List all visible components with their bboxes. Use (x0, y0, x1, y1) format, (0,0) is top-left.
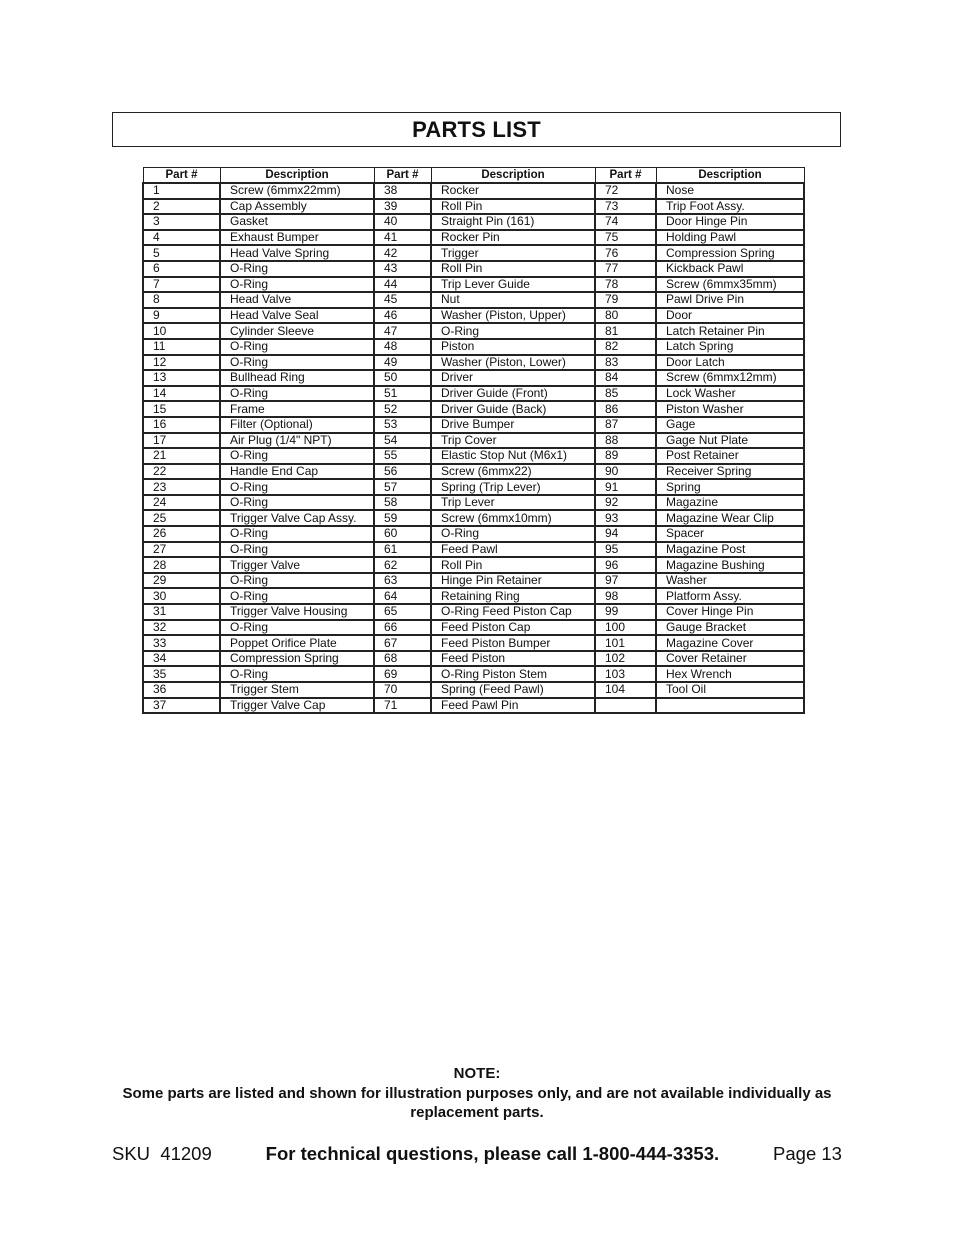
description-cell: Trip Foot Assy. (656, 199, 804, 215)
table-row (143, 214, 804, 230)
description-cell: Head Valve Spring (220, 245, 374, 261)
description-cell: Trigger Valve Cap Assy. (220, 510, 374, 526)
part-number-cell: 83 (595, 355, 656, 371)
description-cell: Trigger Stem (220, 682, 374, 698)
part-number-cell: 30 (143, 588, 220, 604)
description-cell: Roll Pin (431, 557, 595, 573)
description-cell: Spring (656, 479, 804, 495)
description-cell: O-Ring (220, 261, 374, 277)
description-cell: Hex Wrench (656, 666, 804, 682)
part-number-cell: 104 (595, 682, 656, 698)
part-number-cell: 71 (374, 698, 431, 714)
description-cell: Gage (656, 417, 804, 433)
column-header-part-number: Part # (595, 168, 656, 184)
description-cell: Driver Guide (Back) (431, 401, 595, 417)
part-number-cell: 76 (595, 245, 656, 261)
table-row (143, 245, 804, 261)
note-block (100, 1064, 854, 1123)
table-row (143, 292, 804, 308)
table-row (143, 620, 804, 636)
part-number-cell: 72 (595, 183, 656, 199)
description-cell: O-Ring (220, 526, 374, 542)
description-cell: Trigger (431, 245, 595, 261)
table-row (143, 479, 804, 495)
description-cell: Feed Pawl Pin (431, 698, 595, 714)
table-row (143, 230, 804, 246)
description-cell: Spacer (656, 526, 804, 542)
description-cell: Washer (Piston, Lower) (431, 355, 595, 371)
description-cell: O-Ring (220, 339, 374, 355)
part-number-cell: 38 (374, 183, 431, 199)
part-number-cell: 69 (374, 666, 431, 682)
part-number-cell: 32 (143, 620, 220, 636)
part-number-cell: 55 (374, 448, 431, 464)
table-row (143, 573, 804, 589)
description-cell: Kickback Pawl (656, 261, 804, 277)
description-cell: Gage Nut Plate (656, 433, 804, 449)
column-header-description: Description (656, 168, 804, 184)
part-number-cell: 12 (143, 355, 220, 371)
description-cell: Magazine (656, 495, 804, 511)
part-number-cell: 96 (595, 557, 656, 573)
description-cell: Poppet Orifice Plate (220, 635, 374, 651)
description-cell: Piston (431, 339, 595, 355)
part-number-cell: 67 (374, 635, 431, 651)
description-cell: Trip Lever (431, 495, 595, 511)
description-cell: Spring (Feed Pawl) (431, 682, 595, 698)
sku-label: SKU 41209 (112, 1143, 212, 1164)
description-cell: Driver Guide (Front) (431, 386, 595, 402)
part-number-cell: 53 (374, 417, 431, 433)
table-row (143, 682, 804, 698)
table-row (143, 651, 804, 667)
description-cell: Driver (431, 370, 595, 386)
part-number-cell: 103 (595, 666, 656, 682)
part-number-cell: 2 (143, 199, 220, 215)
table-row (143, 417, 804, 433)
description-cell: Cover Retainer (656, 651, 804, 667)
part-number-cell: 60 (374, 526, 431, 542)
part-number-cell: 90 (595, 464, 656, 480)
table-row (143, 464, 804, 480)
description-cell: Holding Pawl (656, 230, 804, 246)
page-number: Page 13 (773, 1143, 842, 1164)
part-number-cell: 37 (143, 698, 220, 714)
part-number-cell: 33 (143, 635, 220, 651)
description-cell: Frame (220, 401, 374, 417)
description-cell: Feed Piston Bumper (431, 635, 595, 651)
table-row (143, 542, 804, 558)
description-cell: Feed Pawl (431, 542, 595, 558)
part-number-cell: 40 (374, 214, 431, 230)
description-cell: O-Ring (220, 386, 374, 402)
part-number-cell: 82 (595, 339, 656, 355)
table-row (143, 261, 804, 277)
part-number-cell: 28 (143, 557, 220, 573)
description-cell: Piston Washer (656, 401, 804, 417)
part-number-cell: 73 (595, 199, 656, 215)
description-cell: Cap Assembly (220, 199, 374, 215)
description-cell: O-Ring (220, 479, 374, 495)
description-cell: Rocker (431, 183, 595, 199)
part-number-cell: 49 (374, 355, 431, 371)
description-cell: Head Valve (220, 292, 374, 308)
part-number-cell: 61 (374, 542, 431, 558)
part-number-cell: 63 (374, 573, 431, 589)
part-number-cell: 65 (374, 604, 431, 620)
part-number-cell: 57 (374, 479, 431, 495)
table-row (143, 339, 804, 355)
part-number-cell: 4 (143, 230, 220, 246)
part-number-cell: 13 (143, 370, 220, 386)
part-number-cell: 16 (143, 417, 220, 433)
description-cell: Lock Washer (656, 386, 804, 402)
description-cell: O-Ring (220, 277, 374, 293)
part-number-cell: 43 (374, 261, 431, 277)
part-number-cell: 51 (374, 386, 431, 402)
part-number-cell: 47 (374, 323, 431, 339)
part-number-cell: 10 (143, 323, 220, 339)
description-cell: Trip Cover (431, 433, 595, 449)
part-number-cell: 68 (374, 651, 431, 667)
parts-list-title-box (112, 112, 841, 147)
description-cell: Door Hinge Pin (656, 214, 804, 230)
table-row (143, 557, 804, 573)
description-cell: Spring (Trip Lever) (431, 479, 595, 495)
description-cell: Latch Spring (656, 339, 804, 355)
part-number-cell: 80 (595, 308, 656, 324)
description-cell: Hinge Pin Retainer (431, 573, 595, 589)
description-cell: Receiver Spring (656, 464, 804, 480)
description-cell: Roll Pin (431, 199, 595, 215)
table-row (143, 386, 804, 402)
part-number-cell: 22 (143, 464, 220, 480)
description-cell: O-Ring (220, 495, 374, 511)
description-cell: O-Ring Feed Piston Cap (431, 604, 595, 620)
tech-support-line: For technical questions, please call 1-800-444-3353. (265, 1143, 720, 1164)
part-number-cell: 98 (595, 588, 656, 604)
table-row (143, 308, 804, 324)
part-number-cell: 34 (143, 651, 220, 667)
table-row (143, 401, 804, 417)
description-cell: Screw (6mmx22mm) (220, 183, 374, 199)
table-row (143, 698, 804, 714)
description-cell: Elastic Stop Nut (M6x1) (431, 448, 595, 464)
description-cell: Trigger Valve Cap (220, 698, 374, 714)
table-row (143, 526, 804, 542)
description-cell: Gauge Bracket (656, 620, 804, 636)
part-number-cell: 87 (595, 417, 656, 433)
description-cell: Rocker Pin (431, 230, 595, 246)
part-number-cell: 75 (595, 230, 656, 246)
part-number-cell: 77 (595, 261, 656, 277)
part-number-cell (595, 698, 656, 714)
part-number-cell: 3 (143, 214, 220, 230)
table-row (143, 604, 804, 620)
part-number-cell: 58 (374, 495, 431, 511)
part-number-cell: 5 (143, 245, 220, 261)
description-cell: O-Ring Piston Stem (431, 666, 595, 682)
part-number-cell: 94 (595, 526, 656, 542)
part-number-cell: 6 (143, 261, 220, 277)
part-number-cell: 81 (595, 323, 656, 339)
description-cell: Screw (6mmx35mm) (656, 277, 804, 293)
description-cell: Door Latch (656, 355, 804, 371)
parts-table (142, 167, 805, 714)
description-cell: O-Ring (220, 666, 374, 682)
part-number-cell: 59 (374, 510, 431, 526)
part-number-cell: 52 (374, 401, 431, 417)
part-number-cell: 85 (595, 386, 656, 402)
parts-table-body (143, 183, 804, 713)
part-number-cell: 44 (374, 277, 431, 293)
part-number-cell: 101 (595, 635, 656, 651)
part-number-cell: 42 (374, 245, 431, 261)
table-row (143, 323, 804, 339)
description-cell: Pawl Drive Pin (656, 292, 804, 308)
description-cell: Trigger Valve Housing (220, 604, 374, 620)
table-row (143, 183, 804, 199)
part-number-cell: 27 (143, 542, 220, 558)
description-cell (656, 698, 804, 714)
table-row (143, 666, 804, 682)
part-number-cell: 70 (374, 682, 431, 698)
part-number-cell: 24 (143, 495, 220, 511)
part-number-cell: 62 (374, 557, 431, 573)
note-heading: NOTE: (453, 1065, 501, 1082)
part-number-cell: 50 (374, 370, 431, 386)
description-cell: Platform Assy. (656, 588, 804, 604)
description-cell: Cylinder Sleeve (220, 323, 374, 339)
table-row (143, 635, 804, 651)
column-header-description: Description (431, 168, 595, 184)
column-header-part-number: Part # (374, 168, 431, 184)
part-number-cell: 41 (374, 230, 431, 246)
description-cell: Screw (6mmx10mm) (431, 510, 595, 526)
description-cell: Gasket (220, 214, 374, 230)
description-cell: Latch Retainer Pin (656, 323, 804, 339)
part-number-cell: 11 (143, 339, 220, 355)
description-cell: Straight Pin (161) (431, 214, 595, 230)
part-number-cell: 92 (595, 495, 656, 511)
part-number-cell: 91 (595, 479, 656, 495)
description-cell: Screw (6mmx22) (431, 464, 595, 480)
part-number-cell: 29 (143, 573, 220, 589)
part-number-cell: 48 (374, 339, 431, 355)
table-row (143, 448, 804, 464)
part-number-cell: 102 (595, 651, 656, 667)
part-number-cell: 8 (143, 292, 220, 308)
description-cell: Washer (656, 573, 804, 589)
description-cell: Bullhead Ring (220, 370, 374, 386)
description-cell: Tool Oil (656, 682, 804, 698)
part-number-cell: 1 (143, 183, 220, 199)
table-row (143, 370, 804, 386)
part-number-cell: 39 (374, 199, 431, 215)
part-number-cell: 95 (595, 542, 656, 558)
part-number-cell: 100 (595, 620, 656, 636)
description-cell: O-Ring (220, 542, 374, 558)
description-cell: Head Valve Seal (220, 308, 374, 324)
description-cell: Trip Lever Guide (431, 277, 595, 293)
table-header-row (143, 168, 804, 184)
description-cell: Compression Spring (220, 651, 374, 667)
part-number-cell: 17 (143, 433, 220, 449)
note-text: Some parts are listed and shown for illustration purposes only, and are not available individually as replacement parts. (122, 1084, 832, 1121)
description-cell: Magazine Bushing (656, 557, 804, 573)
part-number-cell: 23 (143, 479, 220, 495)
part-number-cell: 54 (374, 433, 431, 449)
description-cell: Cover Hinge Pin (656, 604, 804, 620)
part-number-cell: 93 (595, 510, 656, 526)
description-cell: Feed Piston Cap (431, 620, 595, 636)
description-cell: Washer (Piston, Upper) (431, 308, 595, 324)
table-row (143, 588, 804, 604)
description-cell: Handle End Cap (220, 464, 374, 480)
description-cell: Retaining Ring (431, 588, 595, 604)
part-number-cell: 89 (595, 448, 656, 464)
part-number-cell: 46 (374, 308, 431, 324)
description-cell: Compression Spring (656, 245, 804, 261)
table-row (143, 355, 804, 371)
description-cell: O-Ring (431, 323, 595, 339)
part-number-cell: 86 (595, 401, 656, 417)
column-header-description: Description (220, 168, 374, 184)
page-title: PARTS LIST (412, 116, 541, 142)
description-cell: Air Plug (1/4" NPT) (220, 433, 374, 449)
description-cell: O-Ring (220, 573, 374, 589)
description-cell: O-Ring (220, 620, 374, 636)
description-cell: Nut (431, 292, 595, 308)
description-cell: Trigger Valve (220, 557, 374, 573)
description-cell: Magazine Cover (656, 635, 804, 651)
table-row (143, 433, 804, 449)
description-cell: O-Ring (220, 355, 374, 371)
part-number-cell: 25 (143, 510, 220, 526)
part-number-cell: 35 (143, 666, 220, 682)
part-number-cell: 79 (595, 292, 656, 308)
part-number-cell: 97 (595, 573, 656, 589)
description-cell: O-Ring (220, 448, 374, 464)
part-number-cell: 7 (143, 277, 220, 293)
part-number-cell: 15 (143, 401, 220, 417)
part-number-cell: 14 (143, 386, 220, 402)
description-cell: Exhaust Bumper (220, 230, 374, 246)
part-number-cell: 45 (374, 292, 431, 308)
part-number-cell: 21 (143, 448, 220, 464)
part-number-cell: 88 (595, 433, 656, 449)
description-cell: Nose (656, 183, 804, 199)
part-number-cell: 66 (374, 620, 431, 636)
column-header-part-number: Part # (143, 168, 220, 184)
description-cell: Magazine Post (656, 542, 804, 558)
part-number-cell: 84 (595, 370, 656, 386)
part-number-cell: 36 (143, 682, 220, 698)
description-cell: Filter (Optional) (220, 417, 374, 433)
table-row (143, 510, 804, 526)
part-number-cell: 31 (143, 604, 220, 620)
part-number-cell: 99 (595, 604, 656, 620)
part-number-cell: 64 (374, 588, 431, 604)
description-cell: Drive Bumper (431, 417, 595, 433)
table-row (143, 277, 804, 293)
description-cell: Post Retainer (656, 448, 804, 464)
part-number-cell: 9 (143, 308, 220, 324)
part-number-cell: 26 (143, 526, 220, 542)
part-number-cell: 56 (374, 464, 431, 480)
part-number-cell: 78 (595, 277, 656, 293)
description-cell: Feed Piston (431, 651, 595, 667)
description-cell: Magazine Wear Clip (656, 510, 804, 526)
page-footer (112, 1143, 842, 1165)
table-row (143, 199, 804, 215)
description-cell: O-Ring (220, 588, 374, 604)
part-number-cell: 74 (595, 214, 656, 230)
description-cell: Door (656, 308, 804, 324)
table-row (143, 495, 804, 511)
description-cell: O-Ring (431, 526, 595, 542)
description-cell: Roll Pin (431, 261, 595, 277)
description-cell: Screw (6mmx12mm) (656, 370, 804, 386)
